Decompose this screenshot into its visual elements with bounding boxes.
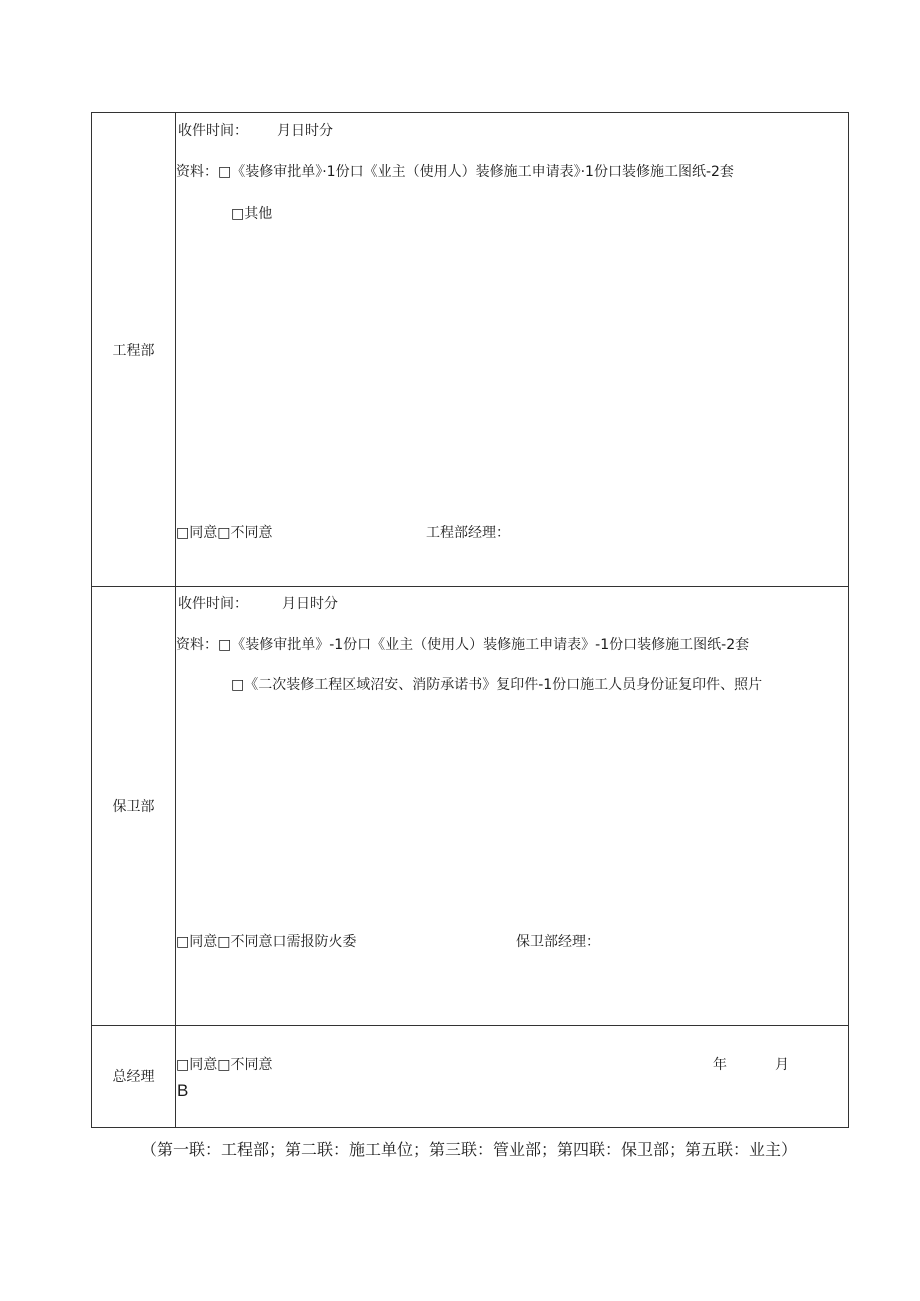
gm-day-label: B [177, 1081, 189, 1100]
security-content [176, 586, 848, 1025]
gm-year-label: 年 [713, 1057, 727, 1073]
security-extra-materials: □《二次装修工程区域沼安、消防承诺书》复印件-1份口施工人员身份证复印件、照片 [231, 677, 763, 693]
security-receive-time-label: 收件时间： [178, 596, 248, 612]
gm-month-label: 月 [775, 1057, 789, 1073]
engineering-other: □其他 [231, 206, 273, 222]
engineering-row [92, 113, 848, 587]
security-manager-signature: 保卫部经理： [516, 934, 600, 950]
copy-distribution-note: （第一联：工程部；第二联：施工单位；第三联：管业部；第四联：保卫部；第五联：业主） [141, 1140, 798, 1159]
engineering-decision: □同意□不同意 [176, 525, 273, 541]
approval-form [91, 112, 849, 1128]
engineering-materials: 资料：□《装修审批单》·1份口《业主（使用人）装修施工申请表》·1份口装修施工图纸-2套 [176, 164, 734, 180]
security-materials: 资料：□《装修审批单》-1份口《业主（使用人）装修施工申请表》-1份口装修施工图纸-2套 [176, 637, 750, 653]
engineering-content [176, 113, 848, 586]
engineering-manager-signature: 工程部经理： [426, 525, 510, 541]
security-time-units: 月日时分 [282, 596, 338, 612]
gm-content [176, 1025, 848, 1127]
gm-label: 总经理 [92, 1025, 176, 1127]
gm-decision: □同意□不同意 [176, 1057, 273, 1073]
engineering-receive-time-label: 收件时间： [178, 123, 248, 139]
engineering-label: 工程部 [92, 113, 176, 586]
security-decision: □同意□不同意口需报防火委 [176, 934, 357, 950]
gm-row [92, 1025, 848, 1127]
engineering-time-units: 月日时分 [277, 123, 333, 139]
security-label: 保卫部 [92, 586, 176, 1025]
security-row [92, 586, 848, 1026]
